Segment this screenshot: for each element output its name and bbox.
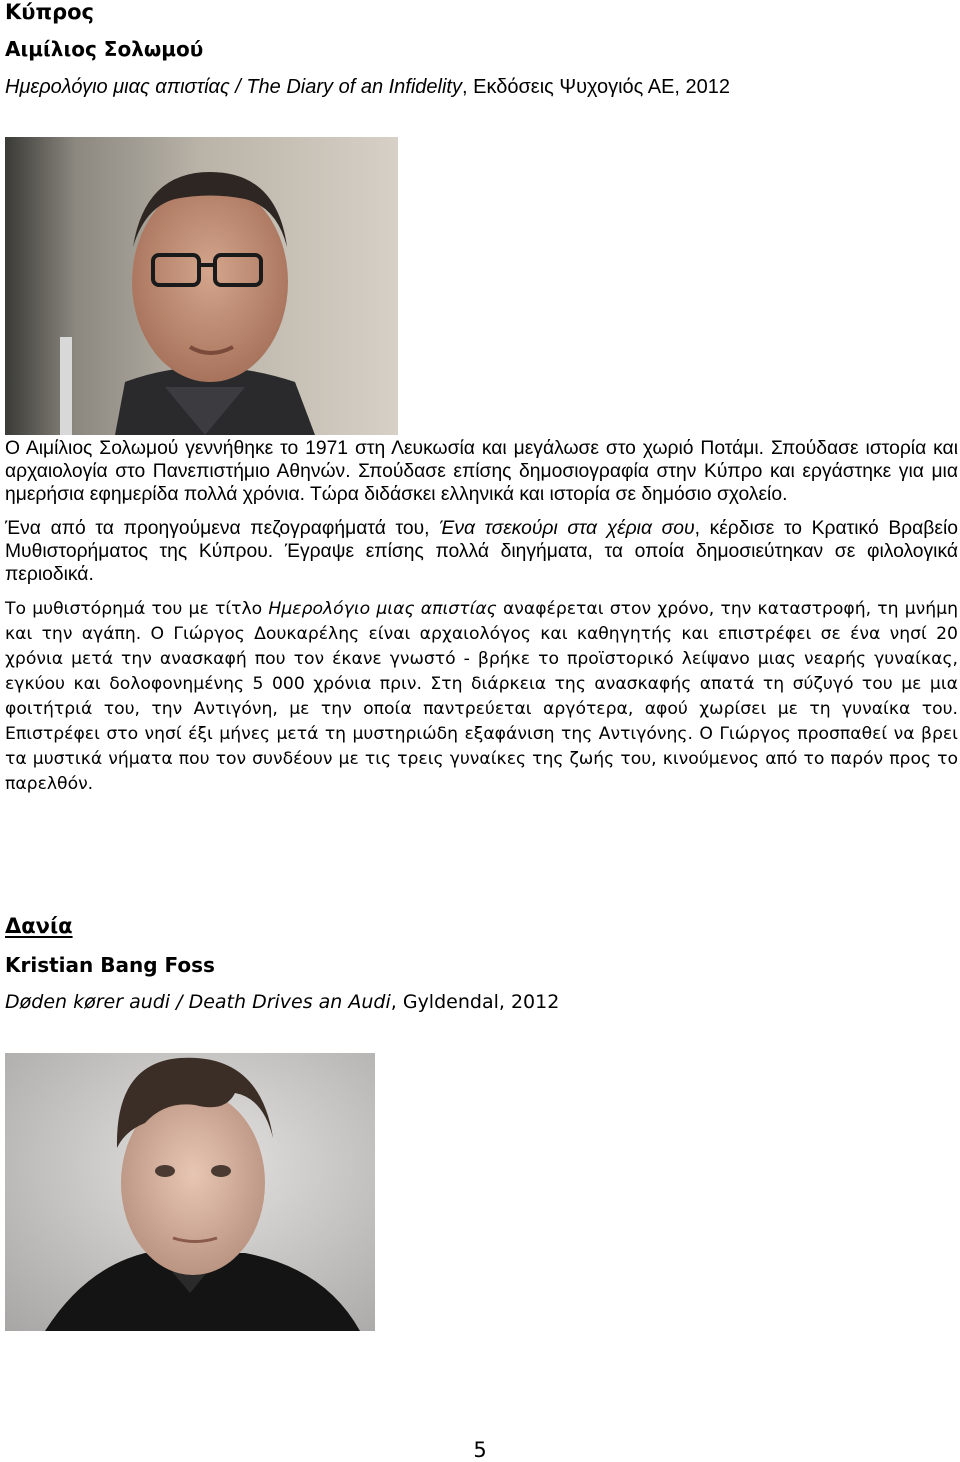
book-title: Døden kører audi / Death Drives an Audi bbox=[5, 991, 391, 1013]
author-photo-foss bbox=[5, 1053, 375, 1331]
previous-works-intro: Ένα από τα προηγούμενα πεζογραφήματά του, bbox=[5, 518, 440, 539]
page-number: 5 bbox=[473, 1438, 487, 1462]
country-heading: Δανία bbox=[5, 914, 73, 938]
book-reference bbox=[5, 75, 730, 99]
book-publisher: , Εκδόσεις Ψυχογιός ΑΕ, 2012 bbox=[462, 76, 731, 98]
book-publisher: , Gyldendal, 2012 bbox=[390, 991, 560, 1013]
author-name: Αιμίλιος Σολωμού bbox=[5, 37, 204, 61]
previous-works-rest: , κέρδισε το Κρατικό Βραβείο Μυθιστορήματος της Κύπρου. Έγραψε επίσης πολλά διηγήματα, τα οποία δημοσιεύτηκαν σε φιλολογικά περιοδικά. bbox=[5, 518, 958, 585]
book-title: Ημερολόγιο μιας απιστίας / The Diary of an Infidelity bbox=[5, 76, 462, 98]
author-photo-solomou bbox=[5, 137, 398, 435]
country-heading: Κύπρος bbox=[5, 0, 94, 24]
novel-synopsis-title: Ημερολόγιο μιας απιστίας bbox=[268, 599, 497, 619]
novel-synopsis bbox=[5, 597, 958, 797]
author-name: Kristian Bang Foss bbox=[5, 953, 215, 977]
novel-synopsis-intro: Το μυθιστόρημά του με τίτλο bbox=[5, 599, 269, 619]
section1-body bbox=[5, 437, 958, 797]
author-bio: Ο Αιμίλιος Σολωμού γεννήθηκε το 1971 στη Λευκωσία και μεγάλωσε στο χωριό Ποτάμι. Σπούδασε ιστορία και αρχαιολογία στο Πανεπιστήμιο Αθηνών. Σπούδασε επίσης δημοσιογραφία στην Κύπρο και εργάστηκε για μια ημερήσια εφημερίδα πολλά χρόνια. Τώρα διδάσκει ελληνικά και ιστορία σε δημόσιο σχολείο. bbox=[5, 438, 958, 505]
previous-works bbox=[5, 517, 958, 586]
novel-synopsis-rest: αναφέρεται στον χρόνο, την καταστροφή, τη μνήμη και την αγάπη. Ο Γιώργος Δουκαρέλης είναι αρχαιολόγος και καθηγητής και επιστρέφει σε ένα νησί 20 χρόνια μετά την ανασκαφή που τον έκανε γνωστό - βρήκε το προϊστορικό λείψανο μιας νεαρής γυναίκας, εγκύου και δολοφονημένης 5 000 χρόνια πριν. Στη διάρκεια της ανασκαφής απατά τη σύζυγό του με μια φοιτήτριά του, την Αντιγόνη, με την οποία παντρεύεται αργότερα, αφού χωρίσει με τη γυναίκα του. Επιστρέφει στο νησί έξι μήνες μετά τη μυστηριώδη εξαφάνιση της Αντιγόνης. Ο Γιώργος προσπαθεί να βρει τα μυστικά νήματα που τον συνδέουν με τις τρεις γυναίκες της ζωής του, κινούμενος από το παρόν προς το παρελθόν. bbox=[5, 599, 958, 794]
previous-works-title: Ένα τσεκούρι στα χέρια σου bbox=[439, 518, 695, 539]
book-reference bbox=[5, 990, 559, 1014]
